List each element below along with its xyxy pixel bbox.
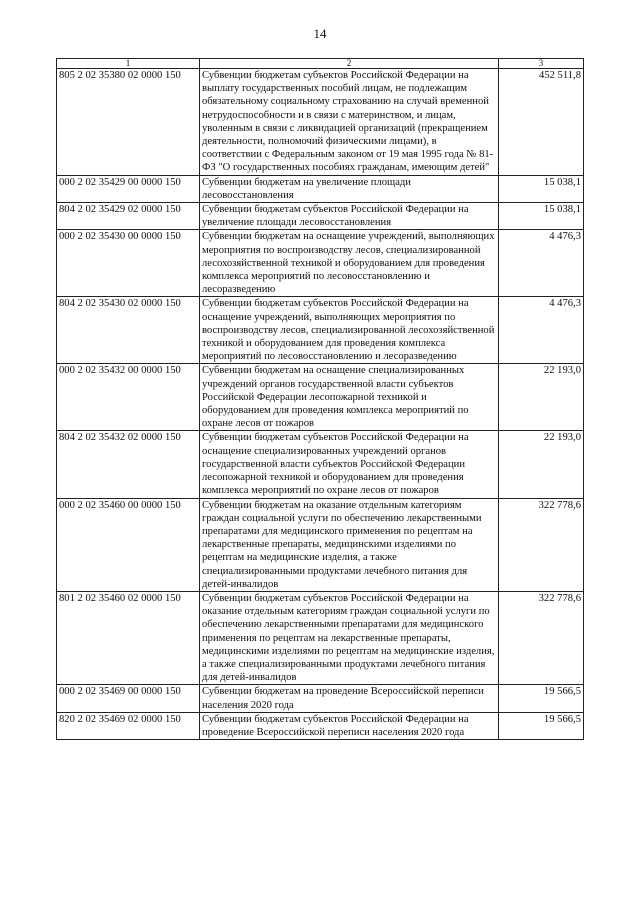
row-amount: 452 511,8 — [499, 69, 584, 176]
row-code: 805 2 02 35380 02 0000 150 — [57, 69, 200, 176]
row-name: Субвенции бюджетам на оснащение специализированных учреждений органов государственной власти субъектов Российской Федерации лесопожарной техникой и оборудованием для проведения комплекса мероприятий по охране лесов от пожаров — [200, 364, 499, 431]
row-name: Субвенции бюджетам на проведение Всероссийской переписи населения 2020 года — [200, 685, 499, 712]
row-amount: 19 566,5 — [499, 685, 584, 712]
column-header-name: 2 — [200, 59, 499, 69]
column-header-row — [57, 59, 584, 69]
row-name: Субвенции бюджетам субъектов Российской Федерации на выплату государственных пособий лицам, не подлежащим обязательному социальному страхованию на случай временной нетрудоспособности и в связи с материнством, и лицам, уволенным в связи с ликвидацией организаций (прекращением деятельности, полномочий физическими лицами), в соответствии с Федеральным законом от 19 мая 1995 года № 81-ФЗ "О государственных пособиях гражданам, имеющим детей" — [200, 69, 499, 176]
row-amount: 19 566,5 — [499, 712, 584, 739]
budget-table — [56, 58, 584, 740]
table-row — [57, 591, 584, 684]
row-code: 804 2 02 35430 02 0000 150 — [57, 297, 200, 364]
row-name: Субвенции бюджетам субъектов Российской Федерации на оснащение специализированных учреждений органов государственной власти субъектов Российской Федерации лесопожарной техникой и оборудованием для проведения комплекса мероприятий по охране лесов от пожаров — [200, 431, 499, 498]
row-code: 000 2 02 35430 00 0000 150 — [57, 230, 200, 297]
row-amount: 4 476,3 — [499, 297, 584, 364]
table-row — [57, 712, 584, 739]
row-code: 000 2 02 35460 00 0000 150 — [57, 498, 200, 591]
table-row — [57, 498, 584, 591]
table-row — [57, 203, 584, 230]
row-code: 000 2 02 35432 00 0000 150 — [57, 364, 200, 431]
table-row — [57, 431, 584, 498]
row-amount: 15 038,1 — [499, 203, 584, 230]
page-number: 14 — [313, 26, 327, 41]
row-name: Субвенции бюджетам на оснащение учреждений, выполняющих мероприятия по воспроизводству лесов, специализированной лесохозяйственной техникой и оборудованием для проведения комплекса мероприятий по лесовосстановлению и лесоразведению — [200, 230, 499, 297]
row-code: 000 2 02 35469 00 0000 150 — [57, 685, 200, 712]
row-name: Субвенции бюджетам на увеличение площади лесовосстановления — [200, 175, 499, 202]
row-code: 804 2 02 35432 02 0000 150 — [57, 431, 200, 498]
table-row — [57, 175, 584, 202]
row-amount: 22 193,0 — [499, 431, 584, 498]
row-code: 801 2 02 35460 02 0000 150 — [57, 591, 200, 684]
row-amount: 322 778,6 — [499, 498, 584, 591]
row-code: 000 2 02 35429 00 0000 150 — [57, 175, 200, 202]
row-code: 804 2 02 35429 02 0000 150 — [57, 203, 200, 230]
table-row — [57, 230, 584, 297]
table-row — [57, 685, 584, 712]
row-amount: 322 778,6 — [499, 591, 584, 684]
table-row — [57, 297, 584, 364]
column-header-code: 1 — [57, 59, 200, 69]
row-name: Субвенции бюджетам субъектов Российской Федерации на оснащение учреждений, выполняющих мероприятия по воспроизводству лесов, специализированной лесохозяйственной техникой и оборудованием для проведения комплекса мероприятий по лесовосстановлению и лесоразведению — [200, 297, 499, 364]
row-code: 820 2 02 35469 02 0000 150 — [57, 712, 200, 739]
table-row — [57, 69, 584, 176]
row-name: Субвенции бюджетам субъектов Российской Федерации на увеличение площади лесовосстановления — [200, 203, 499, 230]
row-amount: 15 038,1 — [499, 175, 584, 202]
row-name: Субвенции бюджетам субъектов Российской Федерации на проведение Всероссийской переписи населения 2020 года — [200, 712, 499, 739]
row-amount: 22 193,0 — [499, 364, 584, 431]
row-name: Субвенции бюджетам субъектов Российской Федерации на оказание отдельным категориям граждан социальной услуги по обеспечению лекарственными препаратами для медицинского применения по рецептам на лекарственные препараты, медицинскими изделиями по рецептам на медицинские изделия, а также специализированными продуктами лечебного питания для детей-инвалидов — [200, 591, 499, 684]
table-row — [57, 364, 584, 431]
column-header-amount: 3 — [499, 59, 584, 69]
row-name: Субвенции бюджетам на оказание отдельным категориям граждан социальной услуги по обеспечению лекарственными препаратами для медицинского применения по рецептам на лекарственные препараты, медицинскими изделиями по рецептам на медицинские изделия, а также специализированными продуктами лечебного питания для детей-инвалидов — [200, 498, 499, 591]
row-amount: 4 476,3 — [499, 230, 584, 297]
